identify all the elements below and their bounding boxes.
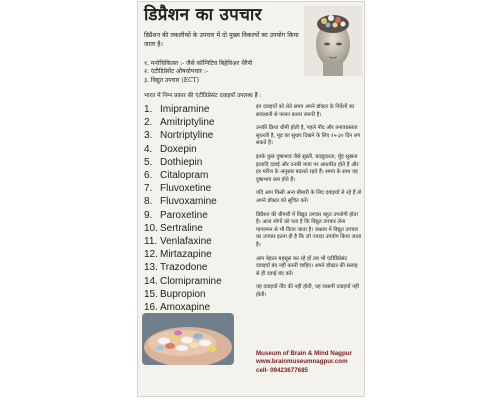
info-paragraph: डिप्रैशन की बीमारी में विद्युत उपचार बहुत उपयोगी होता है। आज लोगों को पता है कि विद्युत उपचार लेना पागलपन से भी किया जाता है। वास्तव में विद्युत उपचार का उपचार इतना ही है कि जो ज्यादा उपयोग किया जाता है। — [256, 211, 362, 248]
info-paragraph: यह दवाइयाँ नींद की नहीं होती, यह व्यसनी दवाइयाँ नहीं होती। — [256, 284, 359, 298]
drug-item: 8. Fluvoxamine — [144, 196, 217, 208]
info-column — [256, 104, 362, 305]
treatment-type-item: २. एंटीडिप्रेसेंट औषधोपचार :- — [144, 68, 209, 76]
poster — [137, 1, 365, 397]
museum-contact — [256, 350, 362, 375]
poster-title: डिप्रैशन का उपचार — [144, 5, 262, 25]
drug-item: 14. Clomipramine — [144, 275, 222, 287]
treatment-type-item: १. मनोचिकित्सा :- जैसे कॉग्निटिव बिहेविअर थैरैपी — [144, 60, 253, 67]
pills-in-hand-image — [142, 313, 234, 365]
drug-item: 5. Dothiepin — [144, 156, 203, 168]
treatment-types — [144, 60, 304, 85]
museum-phone: cell- 09423677685 — [256, 366, 308, 374]
drug-item: 12. Mirtazapine — [144, 249, 212, 261]
museum-name: Museum of Brain & Mind Nagpur — [256, 350, 352, 357]
drug-item: 15. Bupropion — [144, 288, 206, 300]
drug-item: 1. Imipramine — [144, 104, 210, 115]
drug-item: 4. Doxepin — [144, 143, 197, 155]
drug-item: 3. Nortriptyline — [144, 130, 214, 142]
info-paragraph: इन दवाइयों को लेते समय अपने डॉक्टर के निर्देशों का सावधानी से पालन करना जरूरी है। — [256, 104, 355, 118]
head-with-pills-image — [304, 6, 362, 76]
intro-text: डिप्रैशन की तकलीफों के उपचार में दो मुख्य विकल्पों का उपयोग किया जाता है। — [144, 32, 299, 48]
drug-item: 16. Amoxapine — [144, 302, 211, 314]
treatment-type-item: ३. विद्युत उपचार (ECT) — [144, 76, 200, 84]
drug-item: 11. Venlafaxine — [144, 236, 212, 248]
drug-item: 9. Paroxetine — [144, 209, 208, 221]
drug-item: 7. Fluvoxetine — [144, 183, 212, 195]
drug-item: 10. Sertraline — [144, 222, 203, 234]
info-paragraph: आप बेहतर महसूस कर रहे हों तब भी एंटीडिप्रेसंट दवाइयाँ बंद नहीं करनी चाहिए। अपने डॉक्टर की सलाह से ही दवाई बंद करें। — [256, 255, 358, 277]
info-paragraph: इनके कुछ दुष्प्रभाव जैसे सुस्ती, बदबूदारता, मुँह सूखना इत्यादि दवाई और उनकी मात्रा पर आधारित होते हैं और हर मरीज के अनुसार बदलते रहते हैं। समय के साथ यह दुष्प्रभाव कम होते हैं। — [256, 153, 359, 183]
museum-website: www.brainmuseumnagpur.com — [256, 358, 348, 366]
drug-item: 6. Citalopram — [144, 170, 209, 182]
info-paragraph: यदि आप किसी अन्य बीमारी के लिए दवाइयाँ ले रहे हैं तो अपने डॉक्टर को सूचित करें। — [256, 190, 362, 204]
drug-item: 2. Amitriptyline — [144, 117, 215, 129]
drug-item: 13. Trazodone — [144, 262, 208, 274]
info-paragraph: उनकी क्रिया धीमी होती है, पहले नींद और तनावग्रस्तता सुधरती है, मूड का सुधार दिखने के लिए १५-३० दिन लग सकते हैं। — [256, 125, 361, 147]
available-drugs-heading: भारत में निम्न प्रकार की एंटीडिप्रेसंट दवाइयाँ उपलब्ध हैं : — [144, 93, 262, 99]
